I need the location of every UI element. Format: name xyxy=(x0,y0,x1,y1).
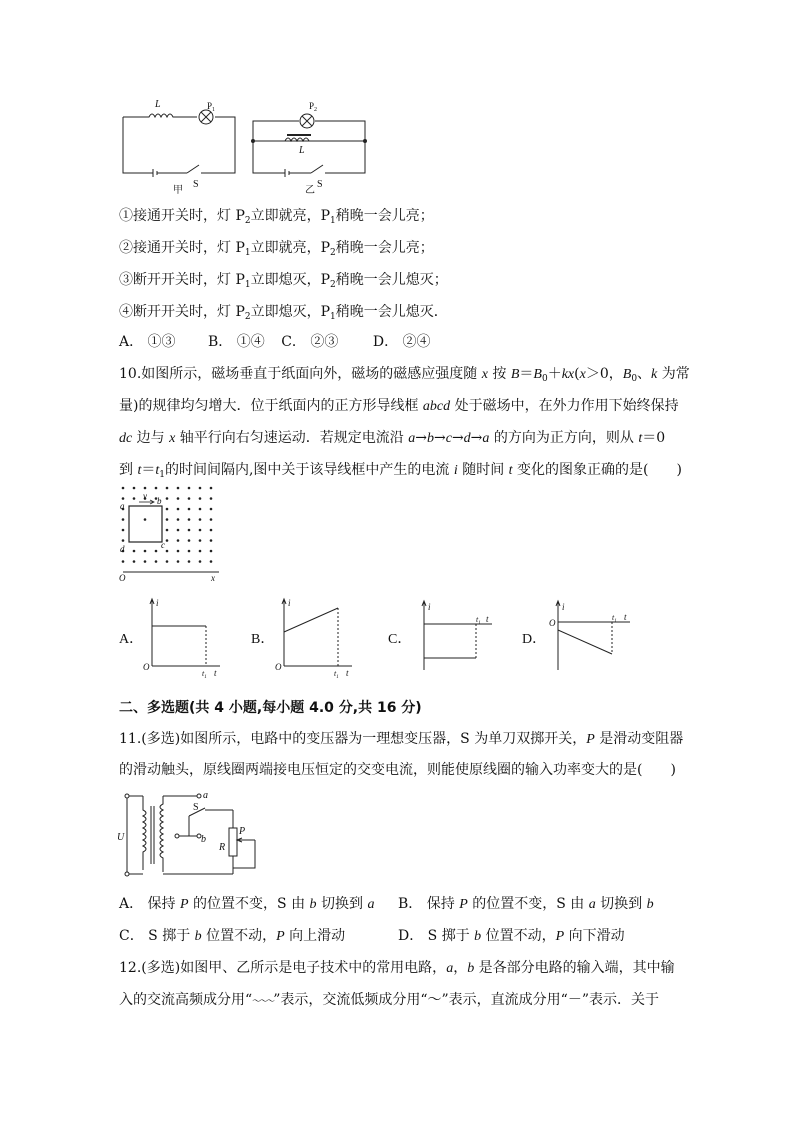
q9-statement-2: ②接通开关时，灯 $P_1$立即就亮，$P_2$稍晚一会儿亮； xyxy=(119,240,434,258)
field-dot xyxy=(210,497,213,500)
graph-b xyxy=(272,596,354,680)
q12-line-2: 入的交流高频成分用“～～～”表示，交流低频成分用“～”表示，直流成分用“－”表示．关于 xyxy=(119,992,659,1008)
label-d: d xyxy=(120,544,125,554)
field-dot xyxy=(133,560,136,563)
graph-b-O: O xyxy=(275,662,282,672)
magnetic-field-figure xyxy=(115,482,225,582)
field-dot xyxy=(166,508,169,511)
label-L-jia: L xyxy=(155,99,161,110)
q11-option-c[interactable]: C． S 掷于 b 位置不动，P 向上滑动 xyxy=(119,928,346,944)
field-dot xyxy=(133,487,136,490)
field-dot xyxy=(199,539,202,542)
field-dot xyxy=(133,550,136,553)
graph-b-t1: $t_1$ xyxy=(334,669,339,680)
graph-b-i: i xyxy=(288,598,291,608)
field-dot xyxy=(177,497,180,500)
label-R: R xyxy=(219,842,226,853)
transformer-circuit-figure xyxy=(115,788,270,882)
graph-a-i: i xyxy=(156,598,159,608)
label-O: O xyxy=(119,573,126,583)
field-dot xyxy=(199,487,202,490)
field-dot xyxy=(199,550,202,553)
field-dot xyxy=(122,539,125,542)
q9-option-b[interactable]: B． ①④ xyxy=(208,334,265,350)
q9-statement-1: ①接通开关时，灯 $P_2$立即就亮，$P_1$稍晚一会儿亮； xyxy=(119,208,434,226)
q10-option-c[interactable]: C． xyxy=(388,632,412,647)
field-dot xyxy=(210,560,213,563)
q9-option-a[interactable]: A． ①③ xyxy=(119,334,176,350)
label-yi: 乙 xyxy=(305,185,315,196)
q10-option-b[interactable]: B． xyxy=(251,632,275,647)
field-dot xyxy=(199,497,202,500)
graph-d-O: O xyxy=(549,618,556,628)
field-dot xyxy=(144,560,147,563)
field-dot xyxy=(210,529,213,532)
field-dot xyxy=(122,560,125,563)
field-dot xyxy=(177,508,180,511)
q9-statement-4: ④断开开关时，灯 $P_2$立即熄灭，$P_1$稍晚一会儿熄灭． xyxy=(119,304,448,322)
field-dot xyxy=(188,487,191,490)
field-dot xyxy=(199,529,202,532)
field-dot xyxy=(188,560,191,563)
q9-option-c[interactable]: C． ②③ xyxy=(281,334,339,350)
field-dot xyxy=(144,550,147,553)
field-dot xyxy=(177,539,180,542)
graph-c-t1: $t_1$ xyxy=(476,615,481,626)
field-dot xyxy=(177,487,180,490)
field-dot xyxy=(155,487,158,490)
graph-a-t: t xyxy=(214,668,217,678)
field-dot xyxy=(177,518,180,521)
label-S: S xyxy=(193,802,199,813)
field-dot xyxy=(199,560,202,563)
label-b-11: b xyxy=(201,834,206,845)
field-dot xyxy=(210,487,213,490)
graph-c-t: t xyxy=(486,614,489,624)
field-dot xyxy=(210,518,213,521)
field-dot xyxy=(210,539,213,542)
label-x: x xyxy=(211,573,215,583)
label-b: b xyxy=(157,496,162,506)
field-dot xyxy=(122,497,125,500)
field-dot xyxy=(188,539,191,542)
label-L-yi: L xyxy=(299,145,305,156)
label-P2: $P_2$ xyxy=(309,101,318,113)
field-dot xyxy=(166,539,169,542)
q11-option-b[interactable]: B． 保持 P 的位置不变，S 由 a 切换到 b xyxy=(398,896,654,912)
label-S-jia: S xyxy=(193,179,199,190)
section-2-heading: 二、多选题(共 4 小题,每小题 4.0 分,共 16 分) xyxy=(119,700,422,716)
graph-a-t1: $t_1$ xyxy=(202,669,207,680)
q10-line-3: dc 边与 x 轴平行向右匀速运动．若规定电流沿 a→b→c→d→a 的方向为正方向，则从 t＝0 xyxy=(119,430,666,446)
label-v: v xyxy=(143,491,147,501)
q10-option-a[interactable]: A． xyxy=(119,632,144,647)
graph-d-i: i xyxy=(562,602,565,612)
q10-line-1: 10.如图所示，磁场垂直于纸面向外，磁场的磁感应强度随 x 按 $B=B_0+kx(x>0$，$B_0$、k 为常 xyxy=(119,366,690,384)
field-dot xyxy=(177,529,180,532)
field-dot xyxy=(166,487,169,490)
q11-option-a[interactable]: A． 保持 P 的位置不变，S 由 b 切换到 a xyxy=(119,896,375,912)
field-dot xyxy=(188,508,191,511)
field-dot xyxy=(166,497,169,500)
field-dot xyxy=(166,518,169,521)
q12-line-1: 12.(多选)如图甲、乙所示是电子技术中的常用电路，a，b 是各部分电路的输入端，其中输 xyxy=(119,960,675,976)
q9-statement-3: ③断开开关时，灯 $P_1$立即熄灭，$P_2$稍晚一会儿熄灭； xyxy=(119,272,448,290)
field-dot xyxy=(166,529,169,532)
graph-a-O: O xyxy=(143,662,150,672)
field-dot xyxy=(122,487,125,490)
q11-line-1: 11.(多选)如图所示，电路中的变压器为一理想变压器，S 为单刀双掷开关，P 是滑动变阻器 xyxy=(119,731,684,747)
graph-d-t: t xyxy=(624,612,627,622)
field-dot xyxy=(188,550,191,553)
field-dot xyxy=(188,529,191,532)
label-a-11: a xyxy=(203,790,208,801)
field-dot xyxy=(122,518,125,521)
q11-line-2: 的滑动触头，原线圈两端接电压恒定的交变电流，则能使原线圈的输入功率变大的是( ) xyxy=(119,762,676,778)
q10-option-d[interactable]: D． xyxy=(522,632,547,647)
q10-line-2: 量)的规律均匀增大．位于纸面内的正方形导线框 abcd 处于磁场中，在外力作用下始终保持 xyxy=(119,398,679,414)
field-dot xyxy=(155,560,158,563)
q9-options xyxy=(119,332,431,352)
lamp-circuits-figure xyxy=(115,95,385,195)
label-c: c xyxy=(161,540,165,550)
label-U: U xyxy=(117,832,125,843)
label-a: a xyxy=(120,501,125,511)
field-dot xyxy=(210,550,213,553)
label-P1: $P_1$ xyxy=(207,101,216,113)
graph-d xyxy=(546,598,636,678)
field-dot xyxy=(177,560,180,563)
q9-option-d[interactable]: D． ②④ xyxy=(372,334,431,350)
graph-c-i: i xyxy=(428,602,431,612)
field-dot xyxy=(144,518,147,521)
q11-option-d[interactable]: D． S 掷于 b 位置不动，P 向下滑动 xyxy=(398,928,625,944)
field-dot xyxy=(155,550,158,553)
field-dot xyxy=(177,550,180,553)
label-P-11: P xyxy=(239,826,246,837)
graph-b-t: t xyxy=(346,668,349,678)
graph-c xyxy=(412,598,494,678)
q10-line-4: 到 $t=t_1$的时间间隔内,图中关于该导线框中产生的电流 i 随时间 t 变化的图象正确的是( ) xyxy=(119,462,682,480)
label-S-yi: S xyxy=(317,179,323,190)
graph-a xyxy=(140,596,222,680)
field-dot xyxy=(133,497,136,500)
field-dot xyxy=(210,508,213,511)
field-dot xyxy=(166,560,169,563)
field-dot xyxy=(188,497,191,500)
field-dot xyxy=(166,550,169,553)
field-dot xyxy=(144,487,147,490)
label-jia: 甲 xyxy=(173,185,183,196)
field-dot xyxy=(188,518,191,521)
field-dot xyxy=(122,529,125,532)
field-dot xyxy=(199,508,202,511)
graph-d-t1: $t_1$ xyxy=(612,613,617,624)
field-dot xyxy=(199,518,202,521)
